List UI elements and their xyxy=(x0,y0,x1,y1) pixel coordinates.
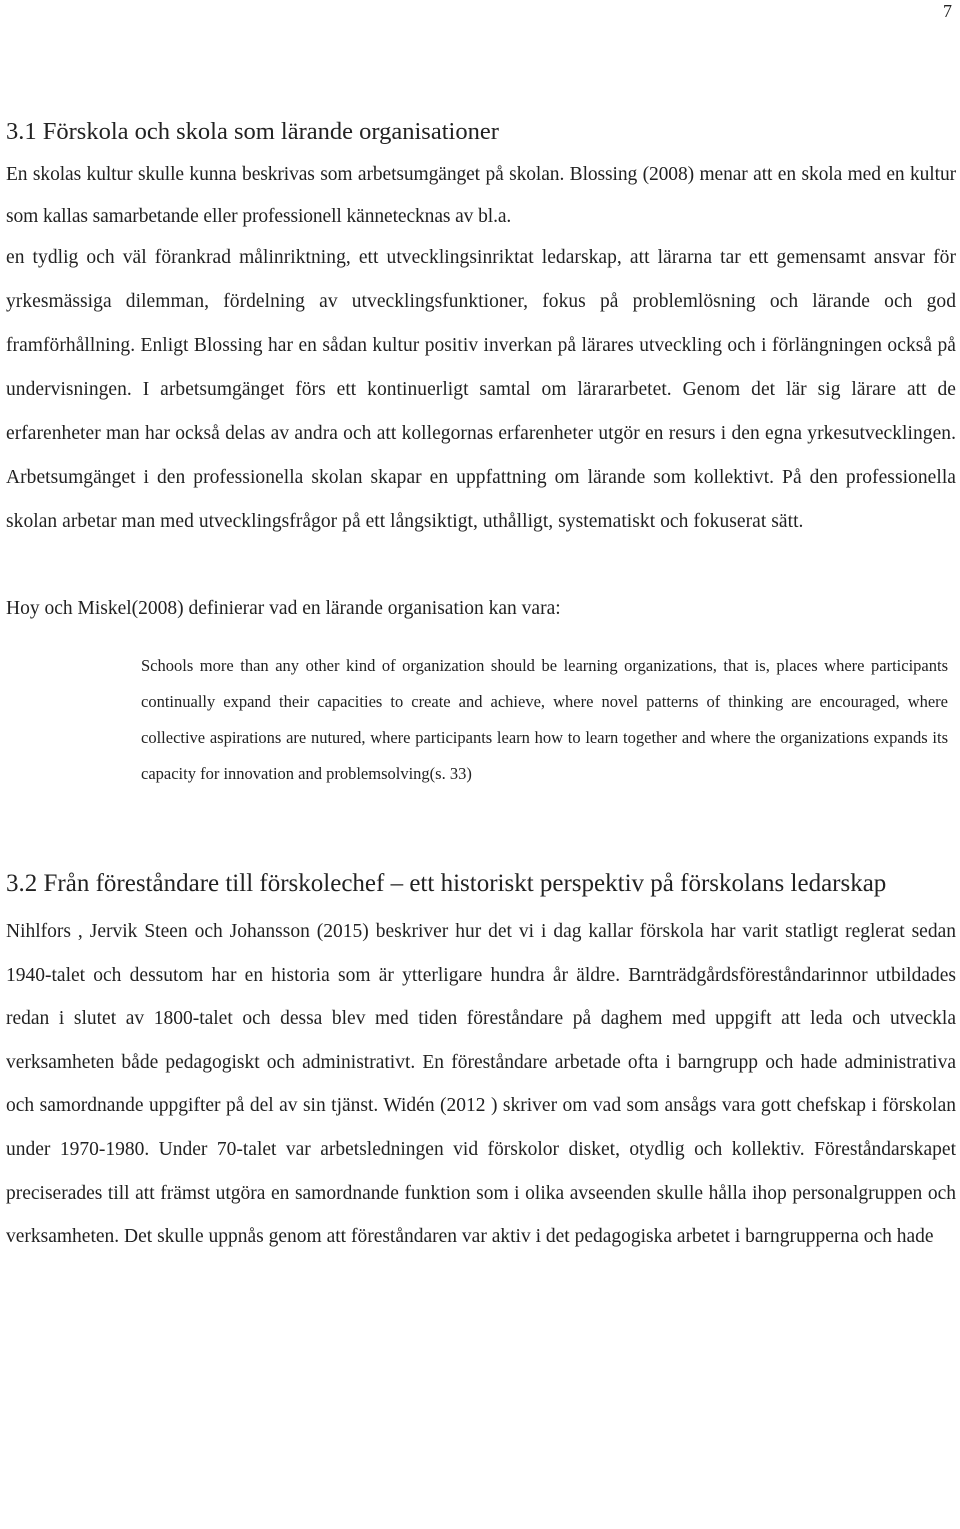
body-paragraph-culture-intro: En skolas kultur skulle kunna beskrivas som arbetsumgänget på skolan. Blossing (2008) menar att en skola med en kultur som kallas samarbetande eller professionell kännetecknas av bl.a. xyxy=(6,164,956,227)
body-paragraph-culture: en tydlig och väl förankrad målinriktning, ett utvecklingsinriktat ledarskap, att lärarna tar ett gemensamt ansvar för yrkesmässiga dilemman, fördelning av utvecklingsfunktioner, fokus på problemlösning och lärande och god framförhållning. Enligt Blossing har en sådan kultur positiv inverkan på lärares utveckling och i förlängningen också på undervisningen. I arbetsumgänget förs ett kontinuerligt samtal om lärararbetet. Genom det lär sig lärare att de erfarenheter man har också delas av andra och att kollegornas erfarenheter utgör en resurs i den egna yrkesutvecklingen. Arbetsumgänget i den professionella skolan skapar en uppfattning om lärande som kollektivt. På den professionella skolan arbetar man med utvecklingsfrågor på ett långsiktigt, uthålligt, systematiskt och fokuserat sätt. xyxy=(6,247,956,532)
section-3-1 xyxy=(6,110,956,792)
section-3-2 xyxy=(6,858,956,1259)
section-heading-3-2: 3.2 Från föreståndare till förskolechef – ett historiskt perspektiv på förskolans ledarskap xyxy=(6,870,887,897)
section-heading-3-1: 3.1 Förskola och skola som lärande organisationer xyxy=(6,118,499,145)
document-body xyxy=(6,110,956,1259)
block-quote: Schools more than any other kind of organization should be learning organizations, that is, places where participants continually expand their capacities to create and achieve, where novel patterns of thinking are encouraged, where collective aspirations are nutured, where participants learn how to learn together and where the organizations expands its capacity for innovation and problemsolving(s. 33) xyxy=(141,656,948,783)
page-number: 7 xyxy=(943,1,952,21)
body-paragraph-history: Nihlfors , Jervik Steen och Johansson (2015) beskriver hur det vi i dag kallar förskola har varit statligt reglerat sedan 1940-talet och dessutom har en historia som är ytterligare hundra år äldre. Barnträdgårdsföreståndarinnor utbildades redan i slutet av 1800-talet och dessa blev med tiden föreståndare på daghem med uppgift att leda och utveckla verksamheten både pedagogiskt och administrativt. En föreståndare arbetade ofta i barngrupp och hade administrativa och samordnande uppgifter på del av sin tjänst. Widén (2012 ) skriver om vad som ansågs vara gott chefskap i förskolan under 1970-1980. Under 70-talet var arbetsledningen vid förskolor disket, otydlig och kollektiv. Föreståndarskapet preciserades till att främst utgöra en samordnande funktion som i olika avseenden skulle hålla ihop personalgruppen och verksamheten. Det skulle uppnås genom att föreståndaren var aktiv i det pedagogiska arbetet i barngrupperna och hade xyxy=(6,921,956,1248)
quote-intro: Hoy och Miskel(2008) definierar vad en lärande organisation kan vara: xyxy=(6,598,561,619)
